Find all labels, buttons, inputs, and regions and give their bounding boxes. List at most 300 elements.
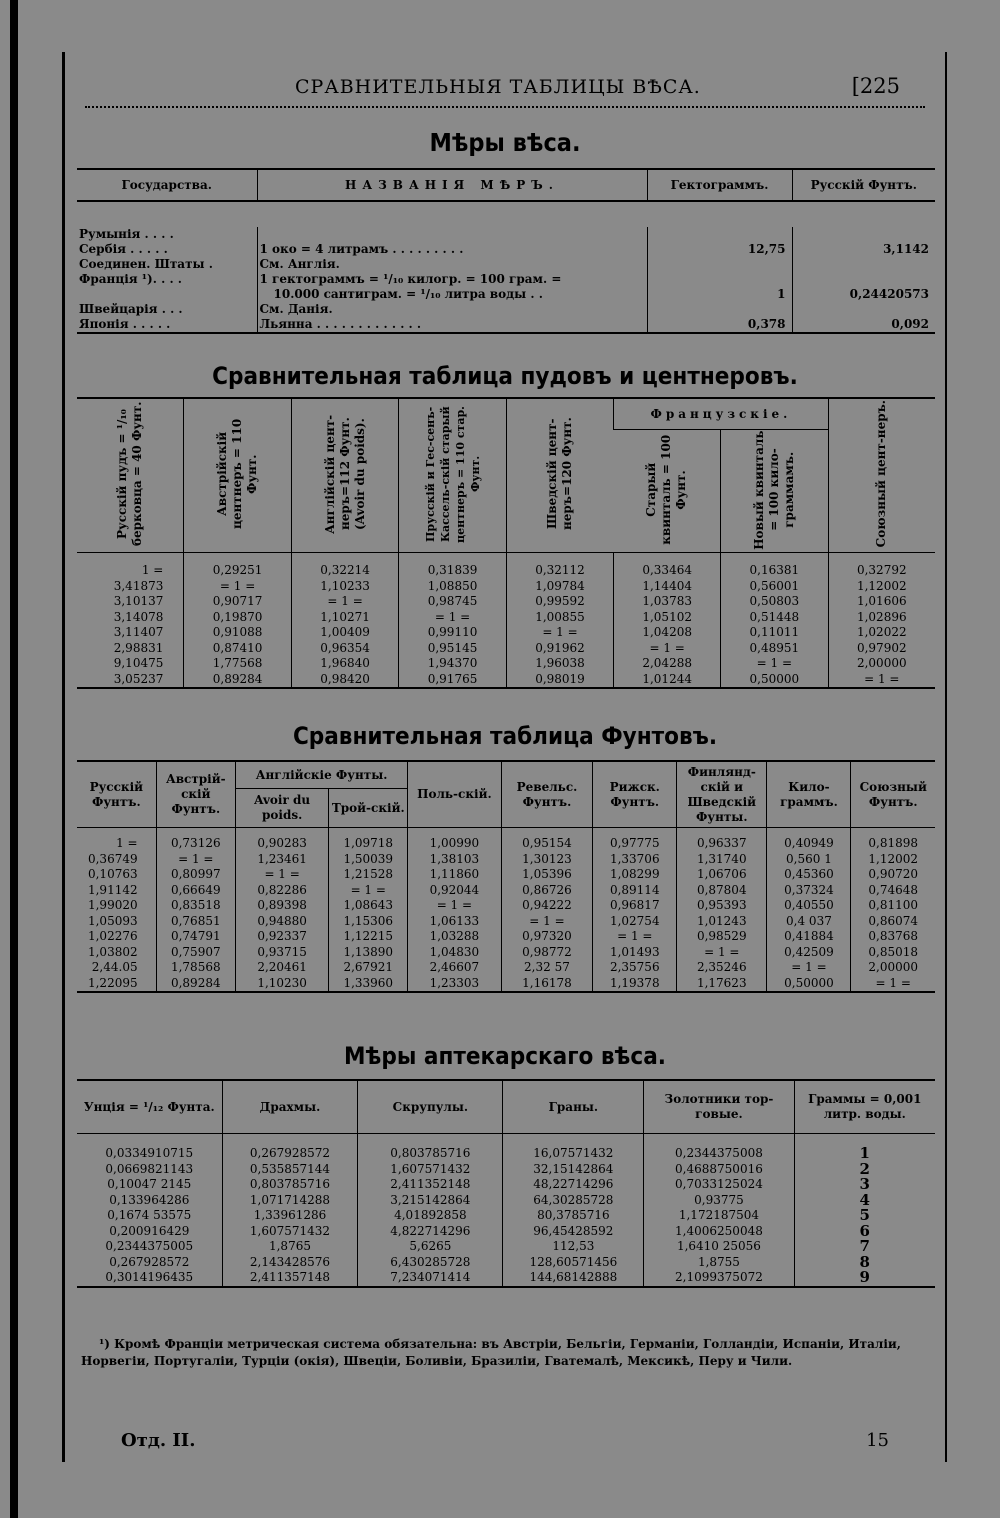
table-row <box>77 828 935 852</box>
table-cell: 1 = <box>116 836 138 850</box>
header-text: Союзный цент-неръ. <box>874 400 889 548</box>
table-cell: 2,20461 <box>235 960 328 976</box>
table-cell: 0,560 1 <box>767 852 851 868</box>
table-cell: 2,04288 <box>614 656 721 672</box>
table-cell: 0,40550 <box>767 898 851 914</box>
country: Швейцарія . . . <box>79 302 183 316</box>
table-cell: 0,98529 <box>677 929 767 945</box>
table-cell: 1,13890 <box>329 945 408 961</box>
table-cell: 1,10230 <box>235 976 328 993</box>
table-row <box>77 579 935 595</box>
t2-header <box>614 430 721 553</box>
table-cell: 3,215142864 <box>358 1193 503 1209</box>
measure: См. Данія. <box>257 302 647 317</box>
measure: 1 гектограммъ = ¹/₁₀ килогр. = 100 грам. = <box>257 272 647 287</box>
table-row <box>77 553 935 579</box>
table-row <box>77 257 935 272</box>
poods-centners-table <box>77 397 935 689</box>
table-cell: 1,02276 <box>87 929 138 943</box>
table-cell: 1,31740 <box>677 852 767 868</box>
hectograms <box>647 227 792 242</box>
table-cell: 1,96038 <box>506 656 613 672</box>
table-cell: 0,89114 <box>593 883 677 899</box>
table-cell: 1,30123 <box>501 852 593 868</box>
table-cell: 1,33960 <box>329 976 408 993</box>
table-cell: 1,23303 <box>408 976 501 993</box>
table-cell: 1,38103 <box>408 852 501 868</box>
table-cell: = 1 = <box>677 945 767 961</box>
table-cell: 3,41873 <box>113 578 164 593</box>
table-cell: 64,30285728 <box>503 1193 644 1209</box>
table-cell: 1,00409 <box>291 625 398 641</box>
footnote: ¹) Кромѣ Франціи метрическая система обязательна: въ Австріи, Бельгіи, Германіи, Голландіи, Испаніи, Италіи, Норвегіи, Португаліи, Турціи (окія), Швеціи, Боливіи, Бразиліи, Гватемалѣ, Мексикѣ, Перу и Чили. <box>81 1337 901 1368</box>
t3-header: Поль-скій. <box>408 761 501 828</box>
table-cell: 1,06133 <box>408 914 501 930</box>
country: Румынія . . . . <box>79 227 174 241</box>
table-cell: 0,31839 <box>399 553 506 579</box>
table-cell: 0,7033125024 <box>644 1177 794 1193</box>
table-cell: 144,68142888 <box>503 1270 644 1287</box>
table-row <box>77 1239 935 1255</box>
table-cell: 1,03783 <box>614 594 721 610</box>
table-cell: 0,4688750016 <box>644 1162 794 1178</box>
table-cell: 1,172187504 <box>644 1208 794 1224</box>
country: Японія . . . . . <box>77 317 257 333</box>
t4-header: Драхмы. <box>222 1080 358 1134</box>
table-cell: 0,267928572 <box>109 1254 190 1269</box>
table-cell: 1,10233 <box>291 579 398 595</box>
table-cell: 0,45360 <box>767 867 851 883</box>
table-cell: 1,99020 <box>87 898 138 912</box>
table-cell: 0,92337 <box>235 929 328 945</box>
table-cell: 1,16178 <box>501 976 593 993</box>
table-cell: 7 <box>794 1239 935 1255</box>
table-cell: 0,535857144 <box>222 1162 358 1178</box>
table-cell: 0,90720 <box>851 867 935 883</box>
table-cell: 1,607571432 <box>222 1224 358 1240</box>
table-cell: = 1 = <box>184 579 291 595</box>
table-cell: 0,133964286 <box>109 1192 190 1207</box>
table-cell: 0,91765 <box>399 672 506 689</box>
table-cell: 1,09784 <box>506 579 613 595</box>
table-cell: = 1 = <box>156 852 235 868</box>
t1-title: Мѣры вѣса. <box>429 128 581 157</box>
header-text: Новый квинталь = 100 кило-граммамъ. <box>751 429 796 550</box>
table-cell: 0,96337 <box>677 828 767 852</box>
table-cell: 1,08643 <box>329 898 408 914</box>
table-cell: 1,08850 <box>399 579 506 595</box>
table-cell: 1,05102 <box>614 610 721 626</box>
table-cell: 1,33961286 <box>222 1208 358 1224</box>
table-cell: = 1 = <box>851 976 935 993</box>
running-header <box>65 74 945 104</box>
table-cell: 0,89398 <box>235 898 328 914</box>
table-cell: 1,77568 <box>184 656 291 672</box>
country: Соединен. Штаты . <box>79 257 213 271</box>
table-cell: = 1 = <box>408 898 501 914</box>
table-cell: = 1 = <box>501 914 593 930</box>
table-row <box>77 929 935 945</box>
table-cell: 0,73126 <box>156 828 235 852</box>
table-cell: 2,35246 <box>677 960 767 976</box>
table-cell: 1,02022 <box>828 625 935 641</box>
page-footer <box>121 1430 889 1454</box>
table-cell: 1,94370 <box>399 656 506 672</box>
table-cell: 1,23461 <box>235 852 328 868</box>
table-cell: 0,90283 <box>235 828 328 852</box>
table-cell: 0,42509 <box>767 945 851 961</box>
table-cell: 0,89284 <box>184 672 291 689</box>
table-cell: 2,98831 <box>113 640 164 655</box>
table-row <box>77 672 935 689</box>
table-cell: = 1 = <box>291 594 398 610</box>
table-row <box>77 287 935 302</box>
table-cell: 0,96354 <box>291 641 398 657</box>
table-cell: 0,16381 <box>721 553 828 579</box>
t2-header <box>184 398 291 553</box>
table-cell: 1,01606 <box>828 594 935 610</box>
table-row <box>77 1270 935 1287</box>
table-cell: 1,33706 <box>593 852 677 868</box>
table-cell: 0,11011 <box>721 625 828 641</box>
table-cell: 0,98745 <box>399 594 506 610</box>
table-cell: 0,90717 <box>184 594 291 610</box>
t3-header: Avoir du poids. <box>235 789 328 828</box>
section-label: Отд. II. <box>121 1430 196 1451</box>
t1-header: Гектограммъ. <box>647 169 792 201</box>
table-cell: 0,2344375005 <box>105 1239 194 1253</box>
table-row <box>77 610 935 626</box>
t3-header: Союзный Фунтъ. <box>851 761 935 828</box>
table-row <box>77 1193 935 1209</box>
rus-pound: 3,1142 <box>792 242 935 257</box>
table-cell: 0,85018 <box>851 945 935 961</box>
table-cell: 1,02754 <box>593 914 677 930</box>
table-cell: 0,99592 <box>506 594 613 610</box>
t4-header: Граны. <box>503 1080 644 1134</box>
table-row <box>77 960 935 976</box>
t2-header-french: Французскіе. <box>614 398 828 430</box>
header-text: Австрійскій центнеръ = 110 Фунт. <box>215 418 260 530</box>
table-cell: 0,94222 <box>501 898 593 914</box>
page <box>62 52 947 1462</box>
t1-header: Государства. <box>77 169 257 201</box>
table-cell: 0,0669821143 <box>105 1161 194 1176</box>
table-cell: 0,80997 <box>156 867 235 883</box>
table-cell: 0,92044 <box>408 883 501 899</box>
table-cell: 0,87804 <box>677 883 767 899</box>
header-rule <box>85 106 925 110</box>
table-cell: 1,50039 <box>329 852 408 868</box>
table-cell: 2,00000 <box>828 656 935 672</box>
table-cell: 0,33464 <box>614 553 721 579</box>
table-cell: 1,8755 <box>644 1255 794 1271</box>
table-cell: 1,01244 <box>614 672 721 689</box>
t2-title: Сравнительная таблица пудовъ и центнеровъ. <box>212 362 798 390</box>
table-cell: 1,08299 <box>593 867 677 883</box>
table-row <box>77 1224 935 1240</box>
table-row <box>77 852 935 868</box>
table-cell: 0,200916429 <box>109 1223 190 1238</box>
table-cell: 2,411352148 <box>358 1177 503 1193</box>
signature-number: 15 <box>866 1430 889 1451</box>
t4-title: Мѣры аптекарскаго вѣса. <box>344 1042 666 1070</box>
table-row <box>77 914 935 930</box>
table-row <box>77 242 935 257</box>
header-text: Старый квинталь = 100 Фунт. <box>644 434 689 545</box>
table-cell: 0,93775 <box>644 1193 794 1209</box>
table-cell: 32,15142864 <box>503 1162 644 1178</box>
table-cell: 0,66649 <box>156 883 235 899</box>
table-row <box>77 867 935 883</box>
table-cell: 0,82286 <box>235 883 328 899</box>
table-row <box>77 898 935 914</box>
table-cell: 1,04208 <box>614 625 721 641</box>
table-cell: 5,6265 <box>358 1239 503 1255</box>
table-cell: 0,75907 <box>156 945 235 961</box>
t4-header: Граммы = 0,001 литр. воды. <box>794 1080 935 1134</box>
table-cell: 0,10763 <box>87 867 138 881</box>
table-cell: 0,83768 <box>851 929 935 945</box>
table-cell: 6 <box>794 1224 935 1240</box>
table-cell: 9,10475 <box>113 656 164 670</box>
table-cell: 0,93715 <box>235 945 328 961</box>
table-cell: 0,803785716 <box>222 1177 358 1193</box>
table-cell: 2,1099375072 <box>644 1270 794 1287</box>
table-cell: 112,53 <box>503 1239 644 1255</box>
table-cell: 0,99110 <box>399 625 506 641</box>
table-cell: 1,22095 <box>77 976 156 993</box>
table-cell: 1,10271 <box>291 610 398 626</box>
table-cell: 5 <box>794 1208 935 1224</box>
table-cell: 3 <box>794 1177 935 1193</box>
table-cell: 1,03288 <box>408 929 501 945</box>
country: Сербія . . . . . <box>79 242 168 256</box>
t2-header <box>506 398 613 553</box>
running-head: СРАВНИТЕЛЬНЫЯ ТАБЛИЦЫ ВѢСА. <box>295 76 701 98</box>
table-row <box>77 656 935 672</box>
table-cell: 2,32 57 <box>501 960 593 976</box>
rus-pound <box>792 302 935 317</box>
table-cell: 6,430285728 <box>358 1255 503 1271</box>
table-cell: 0,29251 <box>184 553 291 579</box>
table-cell: 0,40949 <box>767 828 851 852</box>
table-cell: 0,267928572 <box>222 1134 358 1162</box>
country: Франція ¹). . . . <box>79 272 182 286</box>
table-row <box>77 302 935 317</box>
table-cell: 1,11860 <box>408 867 501 883</box>
measure: 10.000 сантиграм. = ¹/₁₀ литра воды . . <box>257 287 647 302</box>
page-number: [225 <box>851 74 900 98</box>
t4-header: Унція = ¹/₁₂ Фунта. <box>77 1080 222 1134</box>
table-cell: 4,822714296 <box>358 1224 503 1240</box>
table-cell: 0,56001 <box>721 579 828 595</box>
table-cell: 0,95145 <box>399 641 506 657</box>
table-cell: 2,46607 <box>408 960 501 976</box>
table-cell: 1,607571432 <box>358 1162 503 1178</box>
hectograms <box>647 257 792 272</box>
table-cell: 1,01493 <box>593 945 677 961</box>
table-cell: 0,95393 <box>677 898 767 914</box>
table-cell: 0,2344375008 <box>644 1134 794 1162</box>
table-cell: 3,10137 <box>113 594 164 608</box>
table-cell: 0,1674 53575 <box>107 1208 192 1222</box>
rus-pound <box>792 227 935 242</box>
table-cell: 0,10047 2145 <box>107 1177 192 1191</box>
table-cell: 0,91962 <box>506 641 613 657</box>
table-cell: 96,45428592 <box>503 1224 644 1240</box>
table-cell: 7,234071414 <box>358 1270 503 1287</box>
t4-header: Золотники тор-говые. <box>644 1080 794 1134</box>
table-cell: 0,37324 <box>767 883 851 899</box>
table-row <box>77 1162 935 1178</box>
table-row <box>77 976 935 993</box>
table-cell: 0,96817 <box>593 898 677 914</box>
table-cell: 0,97320 <box>501 929 593 945</box>
table-row <box>77 594 935 610</box>
table-cell: 0,81100 <box>851 898 935 914</box>
pounds-table <box>77 760 935 993</box>
table-cell: 0,36749 <box>87 851 138 866</box>
table-cell: 1,91142 <box>87 882 138 897</box>
table-cell: 2,00000 <box>851 960 935 976</box>
table-cell: 1,05093 <box>87 913 138 928</box>
measure: 1 око = 4 литрамъ . . . . . . . . . <box>257 242 647 257</box>
table-cell: 1,06706 <box>677 867 767 883</box>
table-cell: 0,87410 <box>184 641 291 657</box>
hectograms <box>647 272 792 287</box>
table-cell: 1,12002 <box>851 852 935 868</box>
table-row <box>77 641 935 657</box>
book-spine <box>10 0 18 1518</box>
table-cell: 0,74791 <box>156 929 235 945</box>
header-text: Шведскій цент-неръ=120 Фунт. <box>545 417 574 531</box>
t2-header <box>77 398 184 553</box>
table-cell: 1,6410 25056 <box>644 1239 794 1255</box>
table-cell: = 1 = <box>399 610 506 626</box>
table-cell: 1,21528 <box>329 867 408 883</box>
table-cell: 3,05237 <box>77 672 184 689</box>
table-cell: 1,01243 <box>677 914 767 930</box>
measure: См. Англія. <box>257 257 647 272</box>
measure: Льянна . . . . . . . . . . . . . <box>257 317 647 333</box>
t3-header: Англійскіе Фунты. <box>235 761 407 789</box>
t2-header <box>721 430 828 553</box>
table-cell: 8 <box>794 1255 935 1271</box>
t2-header <box>291 398 398 553</box>
table-cell: 1,19378 <box>593 976 677 993</box>
table-cell: 80,3785716 <box>503 1208 644 1224</box>
table-row <box>77 1255 935 1271</box>
t2-header <box>399 398 506 553</box>
table-cell: 1,17623 <box>677 976 767 993</box>
table-cell: 0,3014196435 <box>77 1270 222 1287</box>
weights-table <box>77 168 935 334</box>
table-cell: 4,01892858 <box>358 1208 503 1224</box>
table-cell: 0,41884 <box>767 929 851 945</box>
table-cell: 0,50000 <box>721 672 828 689</box>
table-cell: 0,94880 <box>235 914 328 930</box>
table-cell: 0,91088 <box>184 625 291 641</box>
table-cell: 1,09718 <box>329 828 408 852</box>
table-cell: 0,97902 <box>828 641 935 657</box>
table-cell: 0,83518 <box>156 898 235 914</box>
table-cell: 0,803785716 <box>358 1134 503 1162</box>
table-cell: 0,81898 <box>851 828 935 852</box>
table-cell: 1,96840 <box>291 656 398 672</box>
hectograms <box>647 302 792 317</box>
table-cell: = 1 = <box>721 656 828 672</box>
table-cell: 1,78568 <box>156 960 235 976</box>
table-cell: 128,60571456 <box>503 1255 644 1271</box>
table-cell: 1,00855 <box>506 610 613 626</box>
table-cell: 0,74648 <box>851 883 935 899</box>
table-cell: 0,51448 <box>721 610 828 626</box>
table-row <box>77 1177 935 1193</box>
header-text: Русскій пудъ = ¹/₁₀ берковца = 40 Фунт. <box>115 401 145 547</box>
table-row <box>77 272 935 287</box>
table-cell: 3,11407 <box>113 625 164 639</box>
hectograms: 1 <box>647 287 792 302</box>
measure <box>257 227 647 242</box>
apothecary-table <box>77 1079 935 1288</box>
table-cell: = 1 = <box>235 867 328 883</box>
table-cell: 2,35756 <box>593 960 677 976</box>
table-cell: = 1 = <box>329 883 408 899</box>
table-cell: 0,32214 <box>291 553 398 579</box>
table-cell: 0,48951 <box>721 641 828 657</box>
table-cell: 0,98420 <box>291 672 398 689</box>
table-cell: 9 <box>794 1270 935 1287</box>
rus-pound: 0,092 <box>792 317 935 333</box>
table-cell: 1,8765 <box>222 1239 358 1255</box>
t3-title: Сравнительная таблица Фунтовъ. <box>292 722 718 750</box>
header-text: Прусскій и Гес-сенъ-Кассель-скій старый центнеръ = 110 стар. Фунт. <box>423 405 482 543</box>
table-cell: 2,143428576 <box>222 1255 358 1271</box>
t3-header: Русскій Фунтъ. <box>77 761 156 828</box>
table-cell: 0,76851 <box>156 914 235 930</box>
table-row <box>77 227 935 242</box>
rus-pound <box>792 272 935 287</box>
table-cell: 0,86726 <box>501 883 593 899</box>
t1-header: Русскій Фунтъ. <box>792 169 935 201</box>
table-row <box>77 317 935 333</box>
t3-header: Трой-скій. <box>329 789 408 828</box>
table-cell: 1,15306 <box>329 914 408 930</box>
hectograms: 12,75 <box>647 242 792 257</box>
table-cell: 1 <box>794 1134 935 1162</box>
table-cell: 1,12002 <box>828 579 935 595</box>
table-cell: 1,14404 <box>614 579 721 595</box>
t2-header <box>828 398 935 553</box>
table-cell: 0,89284 <box>156 976 235 993</box>
table-cell: 2,411357148 <box>222 1270 358 1287</box>
table-cell: 0,0334910715 <box>105 1146 194 1160</box>
table-cell: 0,32112 <box>506 553 613 579</box>
table-row <box>77 945 935 961</box>
table-cell: 0,19870 <box>184 610 291 626</box>
hectograms: 0,378 <box>647 317 792 333</box>
table-row <box>77 1208 935 1224</box>
table-cell: 1,02896 <box>828 610 935 626</box>
t1-header: НАЗВАНІЯ МѢРЪ. <box>257 169 647 201</box>
table-cell: = 1 = <box>593 929 677 945</box>
table-cell: 0,97775 <box>593 828 677 852</box>
table-cell: 1,12215 <box>329 929 408 945</box>
table-cell: = 1 = <box>506 625 613 641</box>
table-row <box>77 625 935 641</box>
table-cell: 1 = <box>141 563 164 577</box>
